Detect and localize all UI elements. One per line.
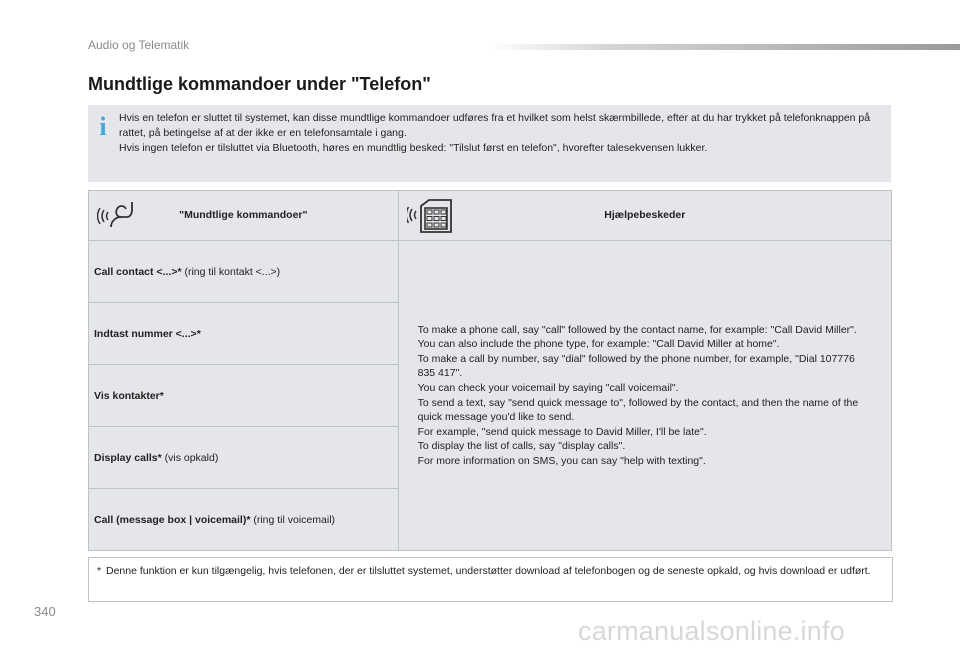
info-line: Hvis ingen telefon er tilsluttet via Bluetooth, høres en mundtlig besked: "Tilslut først en telefon", hvorefter talesekvensen lukker. (119, 142, 708, 154)
info-box (88, 105, 891, 182)
info-icon: i (99, 112, 107, 141)
help-line: You can check your voicemail by saying "call voicemail". (417, 381, 679, 394)
command-name: Indtast nummer <...>* (94, 327, 201, 340)
command-cell (89, 303, 399, 365)
voice-commands-header (89, 191, 399, 241)
help-line: To make a phone call, say "call" followed by the contact name, for example: "Call David Miller". (417, 323, 857, 336)
help-line: For more information on SMS, you can say "help with texting". (417, 454, 706, 467)
command-translation: (ring til kontakt <...>) (181, 265, 281, 278)
command-name: Display calls* (94, 451, 162, 464)
watermark: carmanualsonline.info (578, 616, 845, 646)
command-name: Vis kontakter* (94, 389, 164, 402)
footnote-text: Denne funktion er kun tilgængelig, hvis telefonen, der er tilsluttet systemet, understøtter download af telefonbogen og de seneste opkald, og hvis download er udført. (106, 565, 871, 577)
table-row (89, 241, 892, 303)
command-cell (89, 489, 399, 551)
help-messages-header (398, 191, 891, 241)
page-number: 340 (34, 604, 56, 619)
footnote-marker: * (97, 565, 102, 577)
help-line: You can also include the phone type, for example: "Call David Miller at home". (417, 338, 780, 351)
command-translation: (vis opkald) (161, 451, 219, 464)
help-line: To make a call by number, say "dial" followed by the phone number, for example, "Dial 107776 835 417". (417, 352, 855, 380)
help-line: For example, "send quick message to David Miller, I'll be late". (417, 425, 707, 438)
command-cell (89, 427, 399, 489)
info-line: Hvis en telefon er sluttet til systemet, kan disse mundtlige kommandoer udføres fra et hvilket som helst skærmbillede, efter at du har trykket på telefonknappen på rattet, på betingelse af at der ikke er en telefonsamtale i gang. (119, 112, 871, 139)
info-text (119, 111, 879, 156)
help-message-cell (398, 241, 891, 551)
help-line: To send a text, say "send quick message to", followed by the contact, and then the name of the quick message you'd like to send. (417, 396, 859, 424)
page-title: Mundtlige kommandoer under "Telefon" (88, 74, 431, 94)
command-cell (89, 241, 399, 303)
voice-command-table (88, 190, 892, 551)
section-header: Audio og Telematik (88, 38, 190, 52)
table-header-row (89, 191, 892, 241)
command-cell (89, 365, 399, 427)
command-translation: (ring til voicemail) (250, 513, 336, 526)
help-messages-header-label: Hjælpebeskeder (604, 209, 686, 221)
voice-commands-header-label: "Mundtlige kommandoer" (179, 209, 308, 221)
header-decor-bar (488, 44, 960, 50)
footnote (88, 557, 893, 602)
command-name: Call (message box | voicemail)* (94, 513, 251, 526)
command-name: Call contact <...>* (94, 265, 182, 278)
help-line: To display the list of calls, say "display calls". (417, 440, 626, 453)
